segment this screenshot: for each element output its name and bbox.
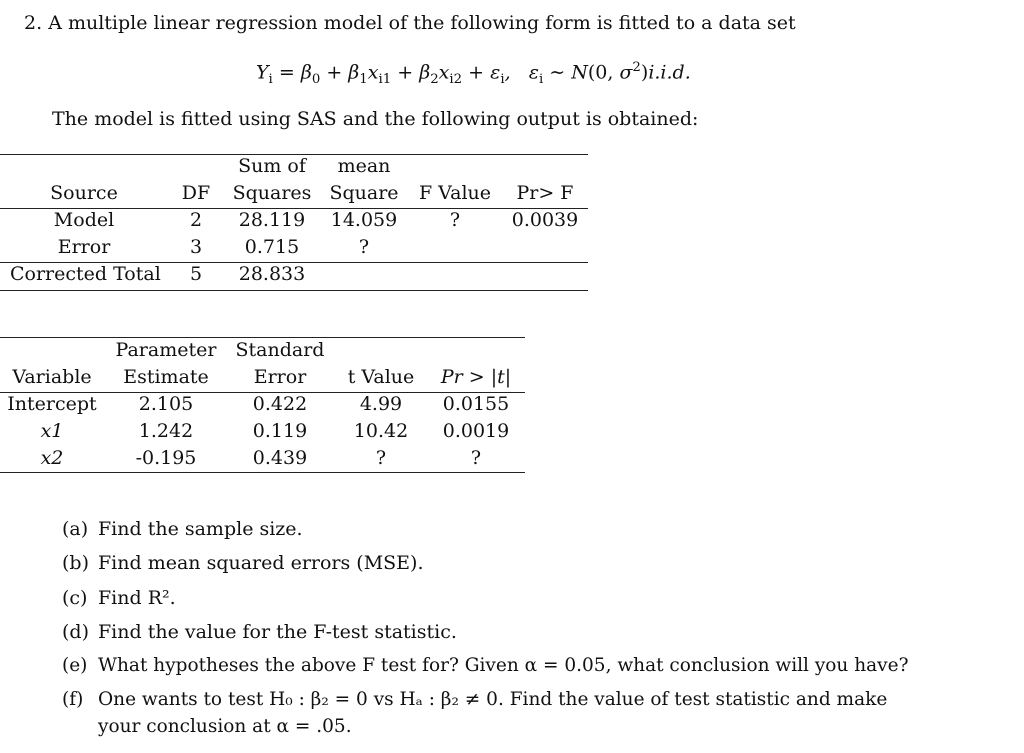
anova-head-df: DF: [181, 182, 211, 204]
params-head-standard: Standard: [235, 339, 325, 361]
anova-cell: 14.059: [330, 209, 398, 231]
anova-cell: 0.715: [244, 236, 300, 258]
anova-head-squares: Squares: [232, 182, 312, 204]
params-cell: 0.0155: [442, 393, 510, 415]
sas-note: The model is fitted using SAS and the following output is obtained:: [52, 108, 699, 130]
anova-source-model: Model: [53, 209, 115, 231]
anova-cell: 5: [189, 263, 203, 285]
anova-cell: 28.833: [238, 263, 306, 285]
params-cell: -0.195: [135, 447, 197, 469]
anova-head-source: Source: [50, 182, 118, 204]
params-cell: 0.119: [252, 420, 308, 442]
question-label: (a): [62, 518, 89, 540]
anova-bottom-rule: [0, 290, 588, 291]
params-head-estimate: Estimate: [123, 366, 209, 388]
params-head-prt: Pr > |t|: [440, 366, 512, 388]
params-cell: 0.0019: [442, 420, 510, 442]
params-var-x2: x2: [40, 447, 64, 469]
question-label: (c): [62, 587, 88, 609]
anova-source-total: Corrected Total: [10, 263, 161, 285]
anova-cell: 0.0039: [511, 209, 579, 231]
params-cell: 4.99: [359, 393, 403, 415]
question-a: [62, 518, 303, 540]
question-text: Find the sample size.: [98, 518, 303, 540]
params-cell: 2.105: [138, 393, 194, 415]
anova-head-square: Square: [329, 182, 399, 204]
anova-head-fvalue: F Value: [418, 182, 492, 204]
anova-source-error: Error: [57, 236, 111, 258]
anova-head-mean: mean: [337, 155, 391, 177]
params-cell: 1.242: [138, 420, 194, 442]
anova-cell: 28.119: [238, 209, 306, 231]
params-head-error: Error: [253, 366, 307, 388]
question-text: One wants to test H₀ : β₂ = 0 vs Hₐ : β₂ ≠ 0. Find the value of test statistic and make: [98, 689, 888, 710]
question-label: (d): [62, 621, 89, 643]
params-top-rule: [0, 337, 525, 338]
question-text: Find R².: [98, 587, 176, 609]
anova-cell: 3: [189, 236, 203, 258]
question-label: (e): [62, 655, 88, 676]
anova-cell: 2: [189, 209, 203, 231]
question-label: (b): [62, 552, 89, 574]
question-f: [62, 689, 887, 710]
params-cell: 0.439: [252, 447, 308, 469]
question-text: Find the value for the F-test statistic.: [98, 621, 457, 643]
anova-head-sumof: Sum of: [238, 155, 306, 177]
model-equation: $Y_i = \beta_0 + \beta_1x_{i1} + \beta_2x_{i2} + \varepsilon_i$, $\varepsilon_i$ ∼ N(0, $\sigma^2)i.i.d$.: [256, 60, 691, 88]
problem-number: 2.: [24, 12, 43, 34]
params-head-variable: Variable: [12, 366, 92, 388]
problem-intro: A multiple linear regression model of the following form is fitted to a data set: [48, 12, 796, 34]
question-text: What hypotheses the above F test for? Given α = 0.05, what conclusion will you have?: [98, 655, 909, 676]
params-cell: ?: [470, 447, 482, 469]
anova-head-prf: Pr> F: [516, 182, 574, 204]
params-head-tvalue: t Value: [347, 366, 415, 388]
params-cell: ?: [375, 447, 387, 469]
question-b: [62, 552, 424, 574]
params-cell: 10.42: [353, 420, 409, 442]
question-d: [62, 621, 457, 643]
problem-statement: [24, 12, 796, 34]
question-f-continued: your conclusion at α = .05.: [98, 716, 352, 737]
question-c: [62, 587, 176, 609]
params-head-parameter: Parameter: [115, 339, 217, 361]
params-var-intercept: Intercept: [7, 393, 97, 415]
params-cell: 0.422: [252, 393, 308, 415]
question-text: Find mean squared errors (MSE).: [98, 552, 424, 574]
anova-cell: ?: [449, 209, 461, 231]
question-e: [62, 655, 909, 676]
anova-cell: ?: [358, 236, 370, 258]
params-var-x1: x1: [40, 420, 64, 442]
params-bottom-rule: [0, 472, 525, 473]
question-label: (f): [62, 689, 84, 710]
